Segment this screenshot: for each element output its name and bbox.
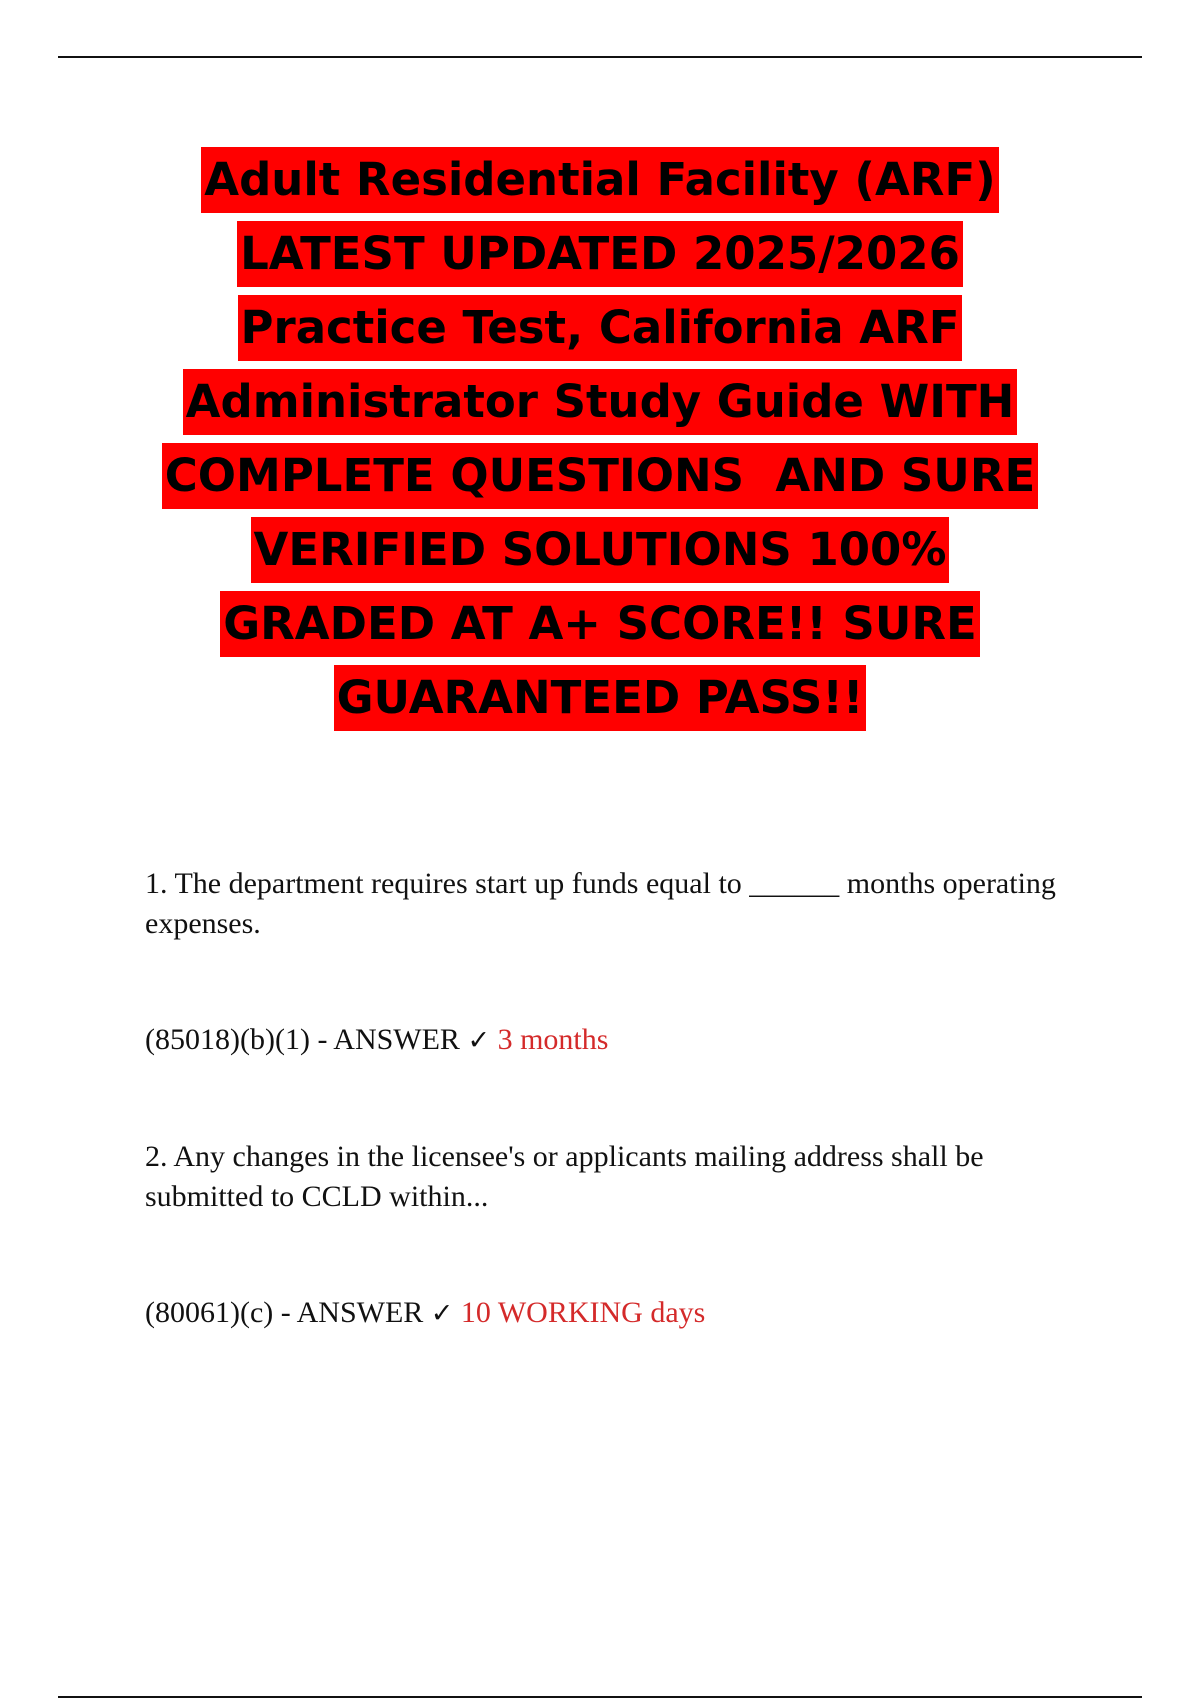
title-line: Adult Residential Facility (ARF) — [201, 147, 999, 213]
answer-value: 3 months — [497, 1023, 609, 1056]
title-line: Practice Test, California ARF — [238, 295, 963, 361]
title-line: GUARANTEED PASS!! — [334, 665, 867, 731]
question-1 — [145, 864, 1075, 944]
question-text: 1. The department requires start up funds equal to ______ months operating expenses. — [145, 867, 1056, 940]
title-line: VERIFIED SOLUTIONS 100% — [251, 517, 950, 583]
checkmark-icon: ✓ — [467, 1025, 491, 1056]
answer-prefix: (85018)(b)(1) - ANSWER — [145, 1023, 460, 1056]
answer-value: 10 WORKING days — [460, 1296, 706, 1329]
document-title — [100, 143, 1100, 735]
answer-2 — [145, 1293, 1075, 1334]
title-line: COMPLETE QUESTIONS AND SURE — [162, 443, 1038, 509]
title-line: GRADED AT A+ SCORE!! SURE — [220, 591, 980, 657]
title-line: Administrator Study Guide WITH — [183, 369, 1018, 435]
question-2 — [145, 1137, 1075, 1217]
answer-prefix: (80061)(c) - ANSWER — [145, 1296, 424, 1329]
bottom-rule — [58, 1696, 1142, 1698]
checkmark-icon: ✓ — [430, 1298, 454, 1329]
top-rule — [58, 56, 1142, 58]
title-line: LATEST UPDATED 2025/2026 — [237, 221, 963, 287]
answer-1 — [145, 1020, 1075, 1061]
question-text: 2. Any changes in the licensee's or applicants mailing address shall be submitted to CCLD within... — [145, 1140, 984, 1213]
